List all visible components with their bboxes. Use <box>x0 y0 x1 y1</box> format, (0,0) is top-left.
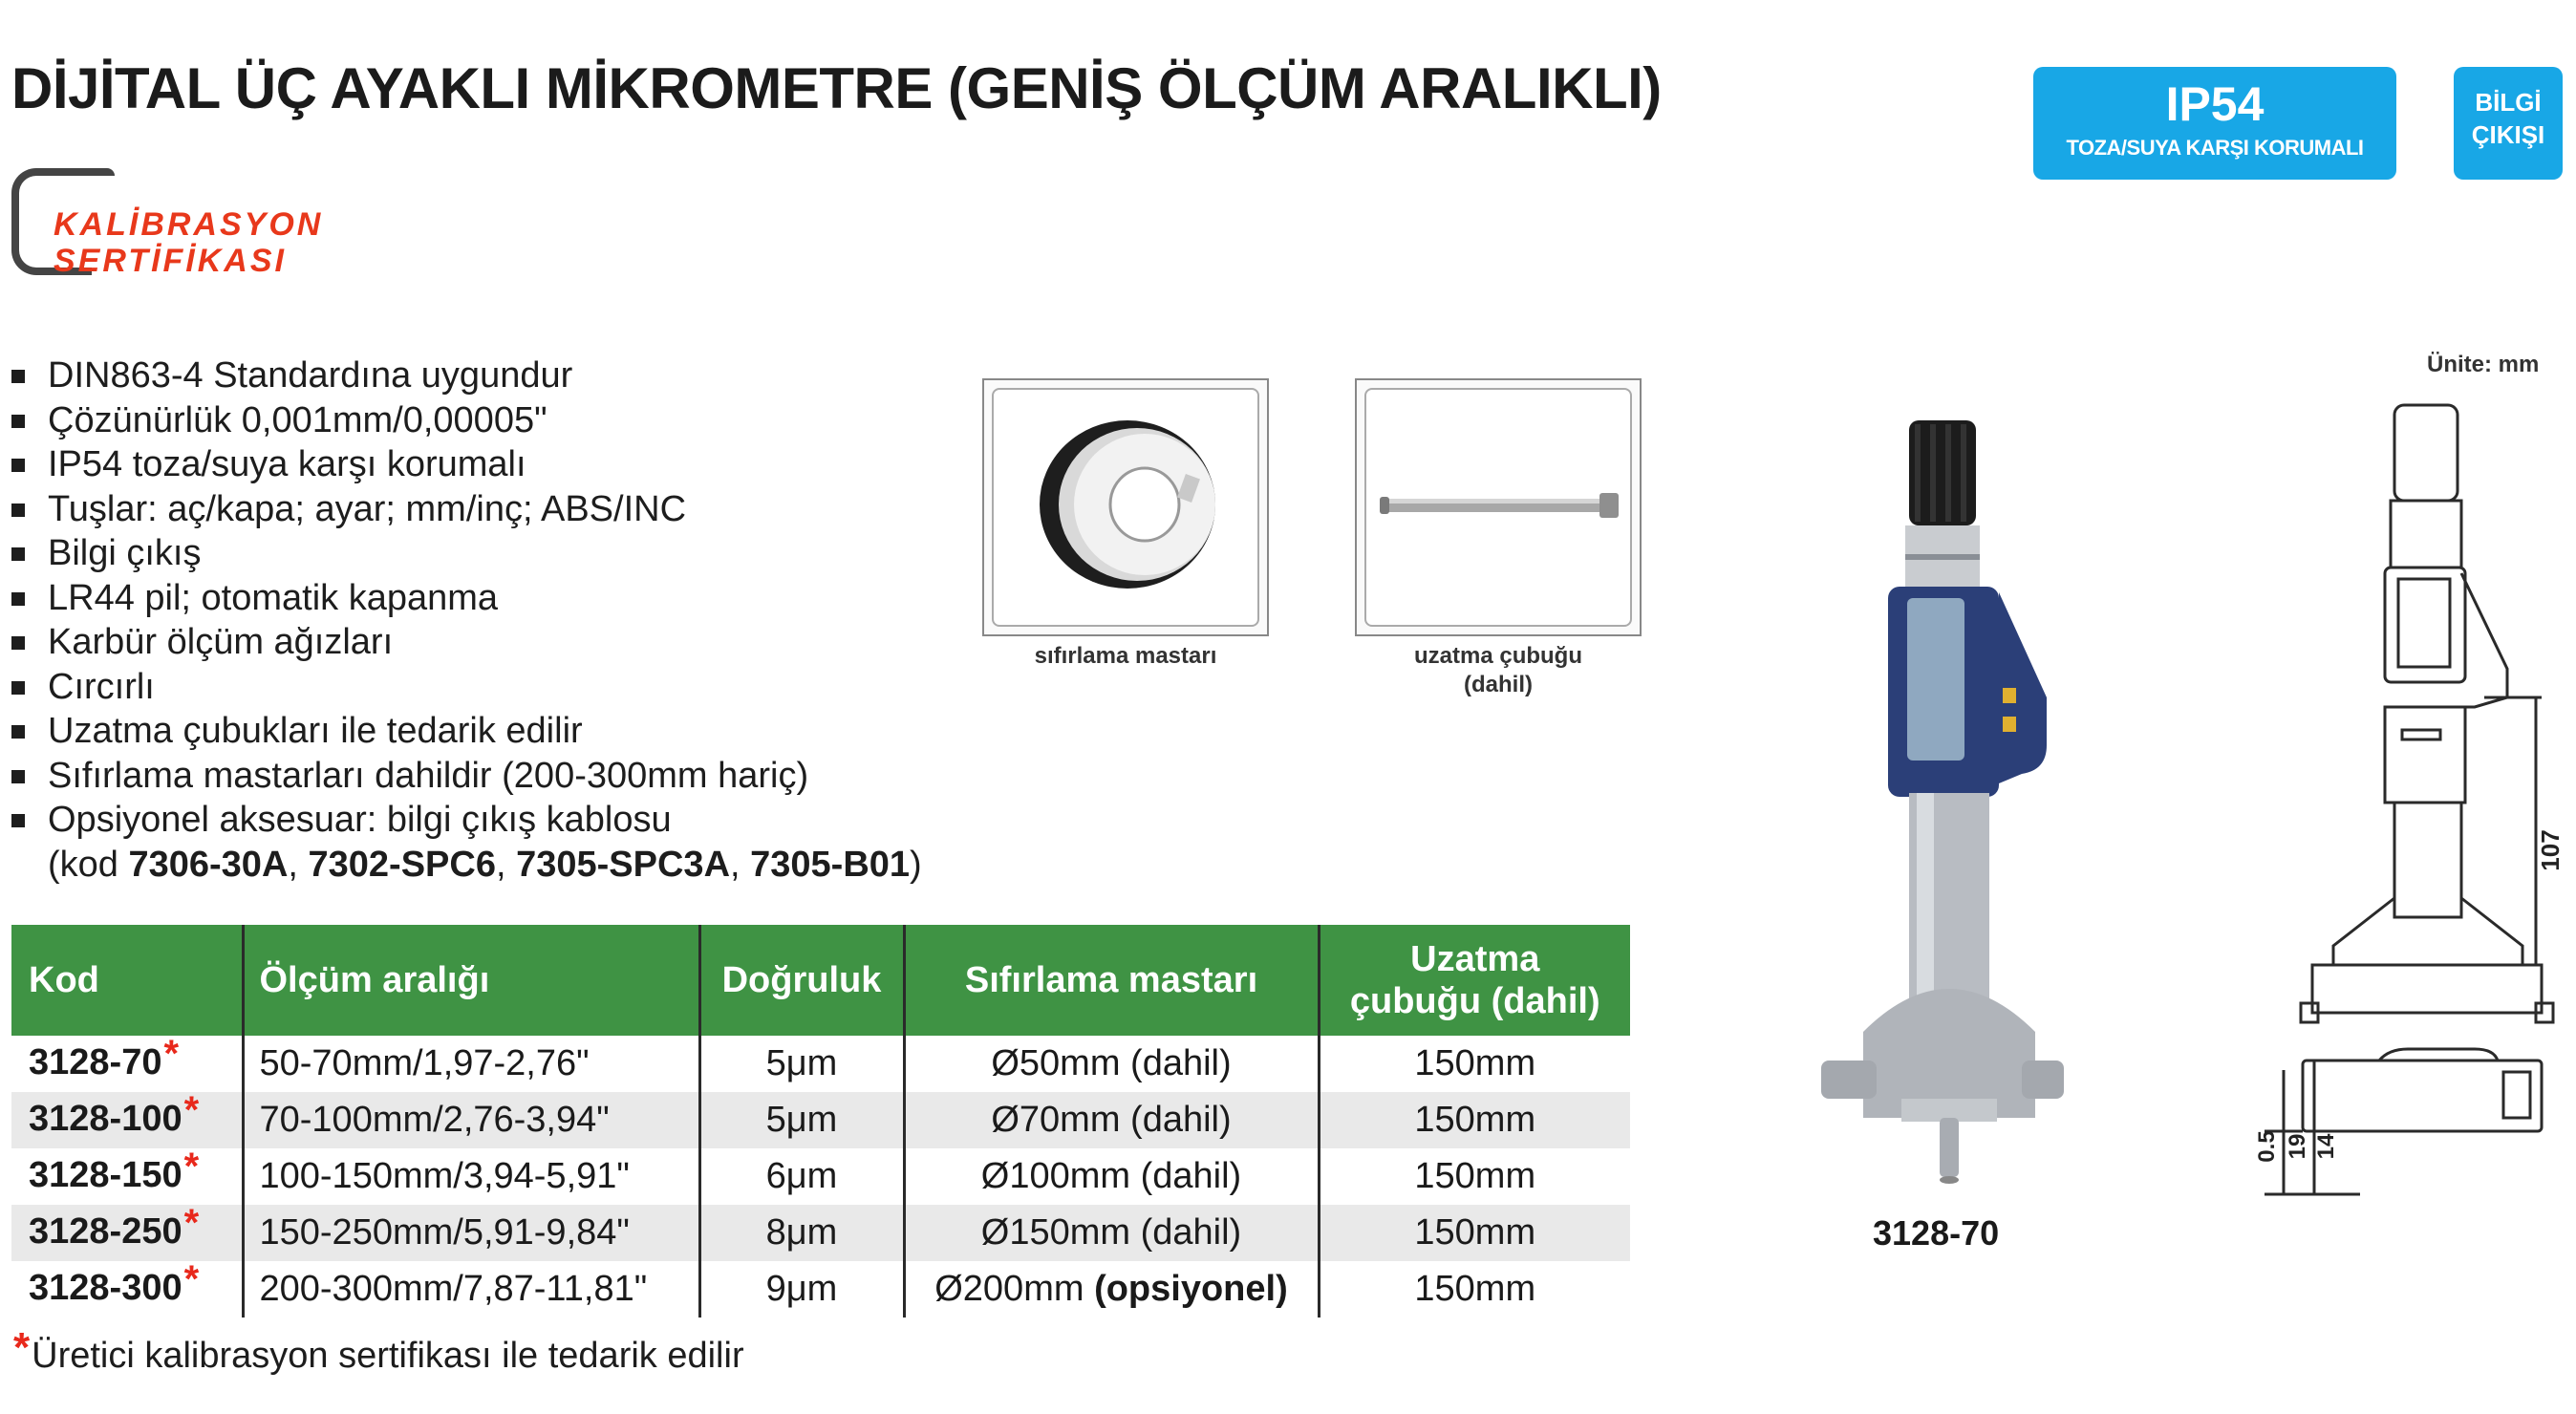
footnote <box>13 1324 744 1383</box>
table-header-row <box>11 925 1630 1036</box>
code-text: 3128-250 <box>29 1211 182 1252</box>
calibration-certificate-logo <box>54 206 323 279</box>
feature-item: Karbür ölçüm ağızları <box>10 620 922 665</box>
extension-rod-icon <box>1366 390 1634 629</box>
extension-rod-caption-line2: (dahil) <box>1464 672 1533 697</box>
feature-item: IP54 toza/suya karşı korumalı <box>10 442 922 487</box>
code-text: 3128-70 <box>29 1042 162 1082</box>
codes-sep: , <box>495 844 517 885</box>
header-range: Ölçüm aralığı <box>243 925 699 1036</box>
codes-close: ) <box>910 844 922 885</box>
dim-19: 19 <box>2285 1133 2310 1160</box>
cell-range: 70-100mm/2,76-3,94" <box>243 1092 699 1148</box>
code-cable: 7305-B01 <box>750 844 911 885</box>
header-extension-rod <box>1319 925 1630 1036</box>
ip54-badge-title: IP54 <box>2165 77 2265 131</box>
cell-code <box>11 1202 243 1261</box>
ip54-badge <box>2033 67 2396 180</box>
technical-drawing <box>2169 392 2570 1223</box>
codes-open: (kod <box>48 844 129 885</box>
header-extension-rod-line2: çubuğu (dahil) <box>1349 981 1600 1021</box>
product-image-caption: 3128-70 <box>1873 1213 2000 1253</box>
cell-extension-rod: 150mm <box>1319 1205 1630 1261</box>
micrometer-product-image <box>1796 411 2064 1185</box>
setting-ring-text: Ø100mm (dahil) <box>980 1156 1242 1196</box>
setting-ring-image <box>982 378 1269 636</box>
star-icon: * <box>183 1202 200 1244</box>
cell-accuracy: 8μm <box>699 1205 904 1261</box>
code-text: 3128-150 <box>29 1155 182 1195</box>
header-extension-rod-line1: Uzatma <box>1410 939 1540 979</box>
calibration-logo-line2: SERTİFİKASI <box>54 243 287 279</box>
data-output-badge-line2: ÇIKIŞI <box>2471 120 2545 149</box>
setting-ring-text: Ø50mm (dahil) <box>991 1043 1232 1083</box>
feature-item: Bilgi çıkış <box>10 531 922 576</box>
setting-ring-text: Ø200mm <box>934 1269 1095 1309</box>
setting-ring-text: Ø70mm (dahil) <box>991 1100 1232 1140</box>
setting-ring-icon <box>994 390 1261 629</box>
extension-rod-image <box>1355 378 1642 636</box>
cell-accuracy: 5μm <box>699 1036 904 1092</box>
setting-ring-note: (opsiyonel) <box>1094 1269 1288 1309</box>
table-row <box>11 1261 1630 1318</box>
code-cable: 7306-30A <box>128 844 289 885</box>
star-icon: * <box>183 1258 200 1300</box>
cell-setting-ring <box>904 1148 1319 1205</box>
ip54-badge-subtitle: TOZA/SUYA KARŞI KORUMALI <box>2066 136 2364 160</box>
header-setting-ring: Sıfırlama mastarı <box>904 925 1319 1036</box>
cell-extension-rod: 150mm <box>1319 1148 1630 1205</box>
cell-code <box>11 1033 243 1092</box>
code-cable: 7302-SPC6 <box>308 844 496 885</box>
feature-list <box>10 354 922 887</box>
setting-ring-text: Ø150mm (dahil) <box>980 1212 1242 1253</box>
extension-rod-caption-line1: uzatma çubuğu <box>1413 643 1582 669</box>
code-text: 3128-100 <box>29 1099 182 1139</box>
table-row <box>11 1092 1630 1148</box>
codes-sep: , <box>730 844 751 885</box>
page-title: DİJİTAL ÜÇ AYAKLI MİKROMETRE (GENİŞ ÖLÇÜM ARALIKLI) <box>11 56 1662 120</box>
cell-setting-ring <box>904 1092 1319 1148</box>
setting-ring-caption: sıfırlama mastarı <box>1034 643 1217 669</box>
header-accuracy: Doğruluk <box>699 925 904 1036</box>
footnote-text: Üretici kalibrasyon sertifikası ile tedarik edilir <box>32 1336 744 1376</box>
cell-accuracy: 6μm <box>699 1148 904 1205</box>
data-output-badge-line1: BİLGİ <box>2475 88 2542 117</box>
code-text: 3128-300 <box>29 1268 182 1308</box>
footnote-star-icon: * <box>13 1324 31 1371</box>
cell-setting-ring <box>904 1036 1319 1092</box>
extension-rod-caption <box>1355 642 1642 699</box>
cell-accuracy: 9μm <box>699 1261 904 1318</box>
cell-range: 200-300mm/7,87-11,81" <box>243 1261 699 1318</box>
table-row <box>11 1148 1630 1205</box>
cell-extension-rod: 150mm <box>1319 1261 1630 1318</box>
cell-range: 150-250mm/5,91-9,84" <box>243 1205 699 1261</box>
star-icon: * <box>163 1033 180 1075</box>
data-output-badge <box>2454 67 2563 180</box>
cell-code <box>11 1148 243 1205</box>
table-row <box>11 1205 1630 1261</box>
table-row <box>11 1036 1630 1092</box>
cell-accuracy: 5μm <box>699 1092 904 1148</box>
feature-item: Çözünürlük 0,001mm/0,00005" <box>10 398 922 443</box>
accessory-codes-line <box>10 843 922 888</box>
feature-item: DIN863-4 Standardına uygundur <box>10 354 922 398</box>
cell-extension-rod: 150mm <box>1319 1092 1630 1148</box>
spec-table <box>11 925 1630 1318</box>
calibration-logo-line1: KALİBRASYON <box>54 206 324 243</box>
cell-range: 50-70mm/1,97-2,76" <box>243 1036 699 1092</box>
cell-code <box>11 1089 243 1148</box>
cell-setting-ring <box>904 1205 1319 1261</box>
dim-107: 107 <box>2536 829 2565 871</box>
feature-item: Sıfırlama mastarları dahildir (200-300mm hariç) <box>10 754 922 799</box>
feature-item: Opsiyonel aksesuar: bilgi çıkış kablosu <box>10 798 922 843</box>
dim-0-5: 0.5 <box>2254 1130 2280 1163</box>
codes-sep: , <box>288 844 309 885</box>
cell-range: 100-150mm/3,94-5,91" <box>243 1148 699 1205</box>
unit-label: Ünite: mm <box>2427 352 2540 377</box>
cell-setting-ring <box>904 1261 1319 1318</box>
star-icon: * <box>183 1146 200 1188</box>
cell-code <box>11 1258 243 1318</box>
feature-item: Tuşlar: aç/kapa; ayar; mm/inç; ABS/INC <box>10 487 922 532</box>
feature-item: Uzatma çubukları ile tedarik edilir <box>10 709 922 754</box>
code-cable: 7305-SPC3A <box>516 844 731 885</box>
feature-item: LR44 pil; otomatik kapanma <box>10 576 922 621</box>
header-code: Kod <box>11 925 243 1036</box>
feature-item: Cırcırlı <box>10 665 922 710</box>
star-icon: * <box>183 1089 200 1131</box>
cell-extension-rod: 150mm <box>1319 1036 1630 1092</box>
dim-14: 14 <box>2313 1133 2339 1160</box>
